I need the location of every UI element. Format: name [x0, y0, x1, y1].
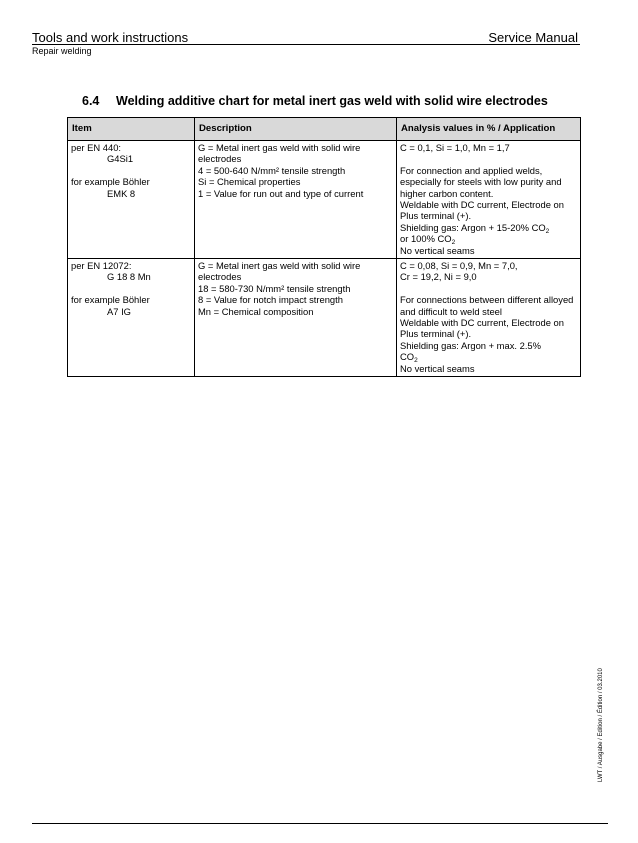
co2-subscript: 2 [451, 239, 456, 247]
analysis-current: Weldable with DC current, Electrode on Plus terminal (+). [400, 317, 564, 340]
co2-subscript: 2 [545, 227, 550, 235]
item-example-label: for example Böhler [71, 294, 150, 306]
column-header-item: Item [68, 118, 195, 141]
description-cell [195, 141, 397, 259]
co2-text: CO [400, 351, 415, 363]
shielding-gas-alt-text: or 100% CO [400, 233, 452, 245]
column-header-description: Description [195, 118, 397, 141]
analysis-seams: No vertical seams [400, 244, 475, 256]
edition-note: LWT / Ausgabe / Edition / Édition / 03.2010 [598, 668, 604, 782]
table-header-row [68, 118, 581, 141]
analysis-spacer [400, 283, 577, 294]
analysis-co2 [400, 351, 577, 365]
item-standard: per EN 12072: [71, 260, 132, 272]
footer-rule [32, 823, 608, 824]
co2-subscript: 2 [414, 357, 418, 365]
description-line: 1 = Value for run out and type of current [198, 187, 364, 199]
item-spacer [71, 283, 191, 294]
description-line: 18 = 580-730 N/mm² tensile strength [198, 282, 351, 294]
analysis-values: C = 0,08, Si = 0,9, Mn = 7,0, [400, 260, 518, 272]
section-title: Welding additive chart for metal inert gas weld with solid wire electrodes [116, 94, 548, 108]
shielding-gas-text: Shielding gas: Argon + 15-20% CO [400, 221, 546, 233]
section-number: 6.4 [82, 94, 100, 108]
description-line: Mn = Chemical composition [198, 305, 314, 317]
item-designation: G4Si1 [107, 153, 134, 165]
column-header-analysis: Analysis values in % / Application [397, 118, 581, 141]
analysis-cell [397, 259, 581, 377]
analysis-values: C = 0,1, Si = 1,0, Mn = 1,7 [400, 142, 510, 153]
welding-additive-table [67, 117, 581, 377]
analysis-seams: No vertical seams [400, 362, 475, 374]
item-cell [68, 141, 195, 259]
document-type: Service Manual [488, 30, 578, 45]
description-cell [195, 259, 397, 377]
analysis-shielding-gas: Shielding gas: Argon + max. 2.5% [400, 339, 541, 351]
description-line: G = Metal inert gas weld with solid wire electrodes [198, 142, 361, 165]
description-line: 4 = 500-640 N/mm² tensile strength [198, 164, 346, 176]
analysis-spacer [400, 153, 577, 164]
header-rule [32, 44, 580, 45]
document-title: Tools and work instructions [32, 30, 189, 45]
item-spacer [71, 165, 191, 176]
analysis-shielding-gas [400, 222, 577, 233]
analysis-cell [397, 141, 581, 259]
description-line: 8 = Value for notch impact strength [198, 294, 343, 306]
item-cell [68, 259, 195, 377]
item-standard: per EN 440: [71, 142, 122, 153]
item-designation: G 18 8 Mn [107, 271, 151, 283]
chapter-subtitle: Repair welding [32, 46, 92, 56]
analysis-current: Weldable with DC current, Electrode on Plus terminal (+). [400, 199, 564, 222]
analysis-application: For connections between different alloyed and difficult to weld steel [400, 294, 574, 317]
description-line: G = Metal inert gas weld with solid wire electrodes [198, 260, 361, 283]
analysis-values-cont: Cr = 19,2, Ni = 9,0 [400, 271, 477, 283]
analysis-application: For connection and applied welds, especially for steels with low purity and higher carbon content. [400, 164, 562, 199]
item-example-product: EMK 8 [107, 187, 136, 199]
item-example-label: for example Böhler [71, 176, 150, 188]
item-example-product: A7 IG [107, 305, 131, 317]
section-heading [82, 94, 548, 108]
analysis-shielding-gas-alt [400, 233, 577, 247]
description-line: Si = Chemical properties [198, 176, 301, 188]
table-row [68, 259, 581, 377]
table-row [68, 141, 581, 259]
